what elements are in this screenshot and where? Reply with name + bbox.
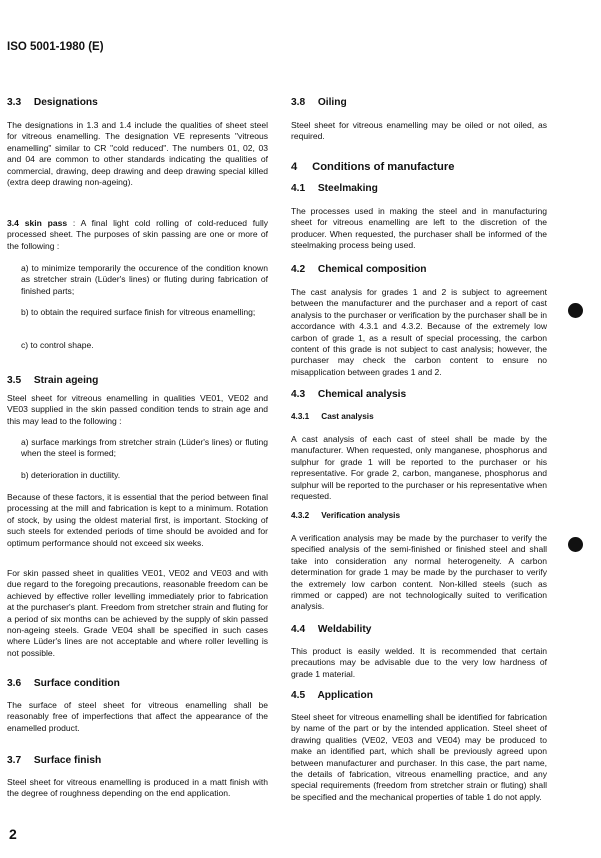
heading-3-5 bbox=[7, 375, 268, 386]
paragraph-3-4 bbox=[7, 218, 268, 252]
heading-title: Chemical analysis bbox=[317, 389, 407, 400]
heading-4-5 bbox=[291, 690, 547, 701]
heading-number: 3.5 bbox=[7, 375, 22, 386]
heading-title: Oiling bbox=[317, 97, 347, 108]
heading-number: 4 bbox=[291, 161, 298, 173]
heading-number: 3.3 bbox=[7, 97, 22, 108]
heading-title: Steelmaking bbox=[317, 183, 378, 194]
heading-4-4 bbox=[291, 624, 547, 635]
heading-title: Conditions of manufacture bbox=[312, 161, 455, 173]
paragraph-3-8: Steel sheet for vitreous enamelling may be oiled or not oiled, as required. bbox=[291, 120, 547, 142]
page-number: 2 bbox=[9, 826, 17, 842]
paragraph-4-2: The cast analysis for grades 1 and 2 is subject to agreement between the manufacturer and the purchaser and a report of cast analysis to the purchaser or verification by the purchaser shall be in accordance with 4.3.1 and 4.3.2. Because of the extremely low carbon of grade 1, as a result of special processing, the carbon content of this grade is not subject to cast analysis; however, the purchaser may check the carbon content to ensure no misapplication between grades 1 and 2. bbox=[291, 287, 547, 377]
heading-number: 3.6 bbox=[7, 678, 22, 689]
heading-number: 4.3 bbox=[291, 389, 306, 400]
paragraph-4-4: This product is easily welded. It is recommended that certain precautions may be advisable due to the very low hardness of grade 1 material. bbox=[291, 646, 547, 679]
list-item: b) deterioration in ductility. bbox=[21, 470, 121, 480]
paragraph-3-3: The designations in 1.3 and 1.4 include the qualities of sheet steel for vitreous enamelling. The designation VE represents "vitreous enamelling" similar to CR "cold reduced". The numbers 01, 02, 03 and 04 are common to other standards indicating the qualities of commercial, drawing, deep drawing and deep drawing special killed (extra deep drawing non-ageing). bbox=[7, 120, 268, 188]
heading-title: Chemical composition bbox=[317, 264, 427, 275]
paragraph-4-5: Steel sheet for vitreous enamelling shall be identified for fabrication by name of the part or by the intended application. Steel sheet of drawing qualities (VE02, VE03 and VE04) may be produced to make an identified part, which shall be previously agreed upon between manufacturer and purchaser. In this case, the part name, the details of fabrication, vitreous enamelling practice, and any special requirements (freedom from stretcher strain or fluting) shall be specified and the mechanical properties of table 1 do not apply. bbox=[291, 712, 547, 802]
revision-mark-dot bbox=[568, 537, 583, 552]
paragraph-3-5-intro: Steel sheet for vitreous enamelling in qualities VE01, VE02 and VE03 supplied in the skin passed condition tends to strain age and this may lead to the following : bbox=[7, 393, 268, 426]
heading-number: 4.3.1 bbox=[291, 412, 310, 421]
heading-number: 4.4 bbox=[291, 624, 306, 635]
heading-title: Cast analysis bbox=[321, 412, 374, 421]
heading-number: 4.1 bbox=[291, 183, 306, 194]
paragraph-3-5-a: Because of these factors, it is essential that the period between final processing at the mill and fabrication is kept to a minimum. Rotation of stock, by using the oldest material first, is important. Stocking of such steels for extended periods of time should be avoided and for optimum performance should not exceed six weeks. bbox=[7, 492, 268, 548]
heading-number: 4.3.2 bbox=[291, 511, 310, 520]
definition-term: skin pass bbox=[24, 218, 68, 228]
heading-title: Application bbox=[317, 690, 373, 701]
paragraph-3-7: Steel sheet for vitreous enamelling is produced in a matt finish with the degree of roughness depending on the end application. bbox=[7, 777, 268, 799]
heading-4-3 bbox=[291, 389, 547, 400]
heading-3-8 bbox=[291, 97, 547, 108]
heading-title: Surface condition bbox=[33, 678, 120, 689]
heading-number: 4.5 bbox=[291, 690, 306, 701]
heading-4-3-2 bbox=[291, 511, 547, 520]
paragraph-4-3-2: A verification analysis may be made by the purchaser to verify the specified analysis of the semi-finished or finished steel and shall take into consideration any normal heterogeneity. A carbon determination for grade 1 may be made by the purchaser to verify the extremely low carbon content. Non-killed steels (such as rimmed or capped) are not technologically suited to verification analysis. bbox=[291, 533, 547, 612]
standard-id: ISO 5001-1980 (E) bbox=[7, 41, 104, 53]
heading-number: 3.7 bbox=[7, 755, 22, 766]
paragraph-4-3-1: A cast analysis of each cast of steel shall be made by the manufacturer. When requested, only manganese, phosphorus and sulphur for grade 1 will be reported to the purchaser or his representative. For grade 2, carbon, manganese, phosphorus and sulphur will be reported to the purchaser or his representative when requested. bbox=[291, 434, 547, 502]
paragraph-4-1: The processes used in making the steel and in manufacturing sheet for vitreous enamelling are left to the discretion of the producer. When requested, the purchaser shall be informed of the steelmaking process being used. bbox=[291, 206, 547, 251]
heading-4-1 bbox=[291, 183, 547, 194]
list-item: c) to control shape. bbox=[21, 340, 94, 350]
definition-text: : A final light cold rolling of cold-reduced fully processed sheet. The purposes of skin passing are one or more of the following : bbox=[7, 218, 269, 251]
heading-3-3 bbox=[7, 97, 268, 108]
heading-title: Weldability bbox=[317, 624, 372, 635]
revision-mark-dot bbox=[568, 303, 583, 318]
paragraph-3-5-b: For skin passed sheet in qualities VE01, VE02 and VE03 and with due regard to the foregoing precautions, reasonable freedom can be achieved by effective roller levelling immediately prior to fabrication at the purchaser's plant. Freedom from stretcher strain and fluting for a period of six months can be achieved by the supply of skin passed non-ageing steels. Grade VE04 shall be specified in such cases where Lüder's lines are not acceptable and where roller levelling is not possible. bbox=[7, 568, 268, 658]
heading-number: 4.2 bbox=[291, 264, 306, 275]
heading-3-7 bbox=[7, 755, 268, 766]
heading-3-6 bbox=[7, 678, 268, 689]
definition-number: 3.4 bbox=[7, 218, 19, 228]
paragraph-3-6: The surface of steel sheet for vitreous enamelling shall be reasonably free of imperfections that affect the appearance of the enamelled product. bbox=[7, 700, 268, 733]
heading-title: Designations bbox=[33, 97, 98, 108]
heading-title: Surface finish bbox=[33, 755, 102, 766]
heading-4 bbox=[291, 161, 547, 173]
list-item: a) to minimize temporarily the occurence of the condition known as stretcher strain (Lüder's lines) or fluting during fabrication of finished parts; bbox=[21, 263, 268, 296]
heading-number: 3.8 bbox=[291, 97, 306, 108]
heading-title: Strain ageing bbox=[33, 375, 99, 386]
heading-4-3-1 bbox=[291, 412, 547, 421]
list-item: b) to obtain the required surface finish for vitreous enamelling; bbox=[21, 307, 256, 317]
heading-title: Verification analysis bbox=[321, 511, 401, 520]
list-item: a) surface markings from stretcher strain (Lüder's lines) or fluting when the steel is formed; bbox=[21, 437, 268, 459]
heading-4-2 bbox=[291, 264, 547, 275]
